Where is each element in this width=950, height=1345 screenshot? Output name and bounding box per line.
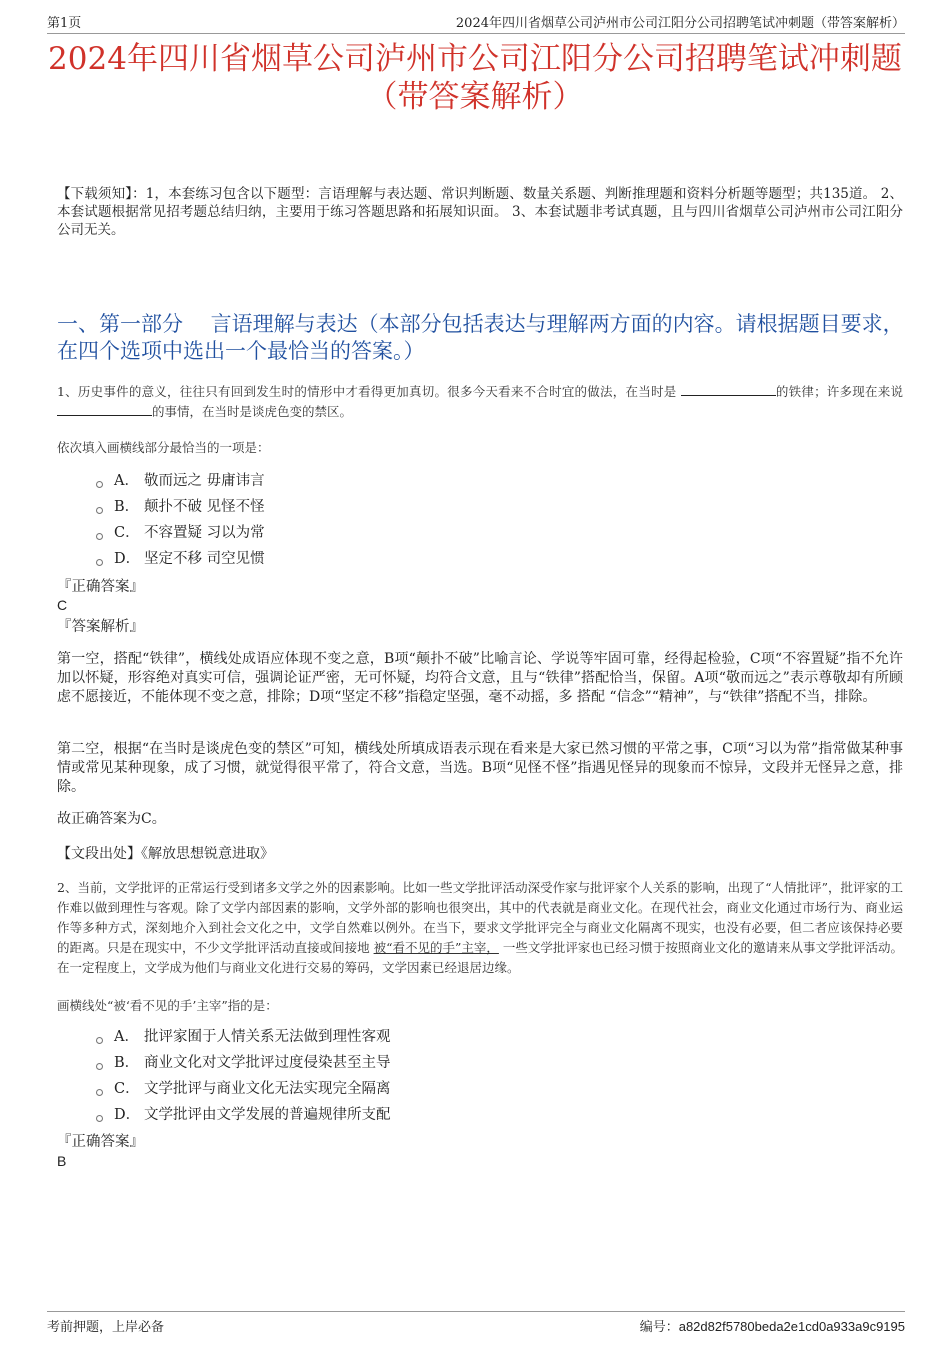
question-2-text bbox=[57, 878, 903, 978]
question-2-prompt: 画横线处“被‘看不见的手’主宰”指的是： bbox=[57, 998, 278, 1013]
page-header bbox=[47, 13, 905, 34]
option-text: 不容置疑 习以为常 bbox=[144, 525, 265, 541]
title-line-2: （带答案解析） bbox=[366, 79, 584, 115]
radio-icon[interactable] bbox=[96, 533, 103, 540]
page-number: 第1页 bbox=[47, 16, 82, 31]
analysis-paragraph-1: 第一空，搭配“铁律”，横线处成语应体现不变之意，B项“颠扑不破”比喻言论、学说等牢固可靠，经得起检验，C项“不容置疑”指不允许加以怀疑，形容绝对真实可信，强调论证严密，无可怀疑，均符合文意，且与“铁律”搭配恰当，保留。A项“敬而远之”表示尊敬却有所顾虑不愿接近，不能体现不变之意，排除；D项“坚定不移”指稳定坚强，毫不动摇，多 搭配 “信念”“精神”，与“铁律”搭配不当，排除。 bbox=[57, 651, 903, 705]
correct-answer-label: 『正确答案』 bbox=[57, 1134, 144, 1150]
question-1-text-part-b: 的铁律；许多现在来说 bbox=[775, 384, 903, 399]
analysis-paragraph-2: 第二空，根据“在当时是谈虎色变的禁区”可知，横线处所填成语表示现在看来是大家已然习惯的平常之事，C项“习以为常”指常做某种事情或常见某种现象，成了习惯，就觉得很平常了，符合文意，当选。B项“见怪不怪”指遇见怪异的现象而不惊异，文段并无怪异之意，排除。 bbox=[57, 741, 903, 795]
question-2-text-part-a: 2、当前，文学批评的正常运行受到诸多文学之外的因素影响。比如一些文学批评活动深受作家与批评家个人关系的影响，出现了“人情批评”，批评家的工作难以做到理性与客观。除了文学内部因素的影响，文学外部的影响也很突出，其中的代表就是商业文化。在现代社会，商业文化通过市场行为、商业运作等多种方式，深刻地介入到社会文化之中，文学自然难以例外。在当下，要求文学批评完全与商业文化隔离不现实，也没有必要，但二者应该保持必要的距离。只是在现实中，不少文学批评活动直接或间接地 bbox=[57, 880, 903, 955]
code-label: 编号： bbox=[639, 1320, 679, 1335]
option-letter: C． bbox=[114, 525, 140, 541]
option-d[interactable] bbox=[96, 546, 696, 572]
passage-source: 【文段出处】《解放思想锐意进取》 bbox=[57, 846, 274, 862]
option-a[interactable] bbox=[96, 1024, 696, 1050]
fill-blank bbox=[681, 383, 776, 396]
option-letter: D． bbox=[114, 551, 141, 567]
document-code bbox=[640, 1316, 905, 1335]
option-text: 商业文化对文学批评过度侵染甚至主导 bbox=[144, 1055, 391, 1071]
fill-blank bbox=[57, 403, 152, 416]
radio-icon[interactable] bbox=[96, 559, 103, 566]
correct-answer: C bbox=[57, 597, 68, 613]
title-line-1: 2024年四川省烟草公司泸州市公司江阳分公司招聘笔试冲刺题 bbox=[48, 41, 902, 77]
option-letter: A． bbox=[114, 473, 139, 489]
option-a[interactable] bbox=[96, 468, 696, 494]
option-c[interactable] bbox=[96, 520, 696, 546]
option-letter: A． bbox=[114, 1029, 139, 1045]
question-1-options bbox=[96, 468, 696, 572]
option-letter: B． bbox=[114, 1055, 140, 1071]
option-text: 坚定不移 司空见惯 bbox=[144, 551, 265, 567]
analysis-conclusion: 故正确答案为C。 bbox=[57, 811, 166, 827]
radio-icon[interactable] bbox=[96, 1037, 103, 1044]
code-value: a82d82f5780beda2e1cd0a933a9c9195 bbox=[678, 1319, 905, 1334]
question-1-text-part-a: 1、历史事件的意义，往往只有回到发生时的情形中才看得更加真切。很多今天看来不合时宜的做法，在当时是 bbox=[57, 384, 681, 399]
document-title bbox=[40, 40, 910, 116]
question-1-text-part-c: 的事情，在当时是谈虎色变的禁区。 bbox=[152, 404, 353, 419]
option-b[interactable] bbox=[96, 494, 696, 520]
option-text: 敬而远之 毋庸讳言 bbox=[144, 473, 265, 489]
question-1-prompt: 依次填入画横线部分最恰当的一项是： bbox=[57, 440, 270, 455]
radio-icon[interactable] bbox=[96, 481, 103, 488]
option-text: 批评家囿于人情关系无法做到理性客观 bbox=[144, 1029, 391, 1045]
underlined-phrase: 被“看不见的手”主宰， bbox=[373, 940, 499, 955]
radio-icon[interactable] bbox=[96, 1063, 103, 1070]
option-b[interactable] bbox=[96, 1050, 696, 1076]
radio-icon[interactable] bbox=[96, 507, 103, 514]
option-text: 文学批评由文学发展的普遍规律所支配 bbox=[144, 1107, 391, 1123]
option-d[interactable] bbox=[96, 1102, 696, 1128]
analysis-label: 『答案解析』 bbox=[57, 619, 144, 635]
question-2-text-part-b: 一些文学批评家也已经习惯于按照商业文化的邀请来从事文学批评活动。在一定程度上，文学成为他们与商业文化进行交易的筹码，文学因素已经退居边缘。 bbox=[57, 940, 903, 975]
header-doc-title: 2024年四川省烟草公司泸州市公司江阳分公司招聘笔试冲刺题（带答案解析） bbox=[455, 16, 905, 31]
footer-slogan: 考前押题，上岸必备 bbox=[47, 1320, 165, 1335]
radio-icon[interactable] bbox=[96, 1115, 103, 1122]
download-notice: 【下载须知】：1，本套练习包含以下题型：言语理解与表达题、常识判断题、数量关系题、判断推理题和资料分析题等题型；共135道。 2、本套试题根据常见招考题总结归纳，主要用于练习答题思路和拓展知识面。 3、本套试题非考试真题，且与四川省烟草公司泸州市公司江阳分公司无关。 bbox=[57, 186, 903, 238]
radio-icon[interactable] bbox=[96, 1089, 103, 1096]
option-letter: D． bbox=[114, 1107, 141, 1123]
page-footer bbox=[47, 1311, 905, 1336]
question-1-text bbox=[57, 382, 903, 422]
option-text: 颠扑不破 见怪不怪 bbox=[144, 499, 265, 515]
option-letter: B． bbox=[114, 499, 140, 515]
option-c[interactable] bbox=[96, 1076, 696, 1102]
option-letter: C． bbox=[114, 1081, 140, 1097]
section-heading: 一、第一部分 言语理解与表达（本部分包括表达与理解两方面的内容。请根据题目要求，在四个选项中选出一个最恰当的答案。） bbox=[57, 312, 904, 363]
option-text: 文学批评与商业文化无法实现完全隔离 bbox=[144, 1081, 391, 1097]
correct-answer-label: 『正确答案』 bbox=[57, 579, 144, 595]
correct-answer: B bbox=[57, 1153, 67, 1169]
question-2-options bbox=[96, 1024, 696, 1128]
